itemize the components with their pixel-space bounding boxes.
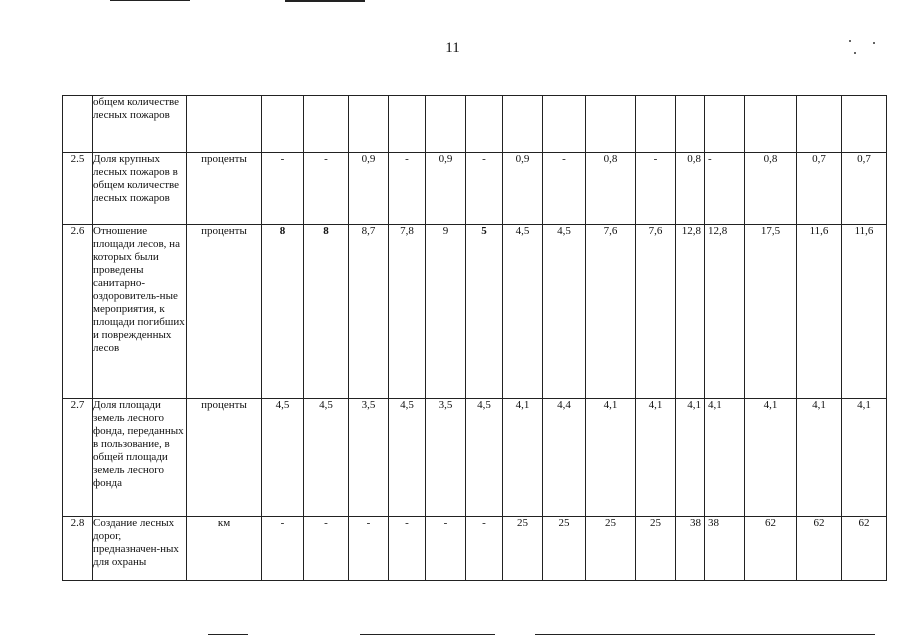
- value-cell: 4,5: [466, 399, 503, 517]
- value-cell: [745, 96, 797, 153]
- value-cell: -: [349, 517, 389, 581]
- value-cell: 12,8: [705, 225, 745, 399]
- value-cell: -: [426, 517, 466, 581]
- value-cell: [262, 96, 304, 153]
- unit-cell: проценты: [187, 399, 262, 517]
- scan-artifact-bottom-3: [535, 634, 875, 635]
- value-cell: -: [262, 153, 304, 225]
- table-row: [63, 517, 887, 581]
- indicators-table: [62, 95, 887, 581]
- value-cell: [466, 96, 503, 153]
- scan-artifact-bottom-1: [208, 634, 248, 635]
- value-cell: 25: [503, 517, 543, 581]
- value-cell: [797, 96, 842, 153]
- value-cell: 38: [705, 517, 745, 581]
- value-cell: [349, 96, 389, 153]
- unit-cell: км: [187, 517, 262, 581]
- value-cell: 7,6: [636, 225, 676, 399]
- value-cell: 17,5: [745, 225, 797, 399]
- value-cell: 4,1: [745, 399, 797, 517]
- value-cell: 4,1: [797, 399, 842, 517]
- value-cell: [586, 96, 636, 153]
- scan-artifact-bottom-2: [360, 634, 495, 635]
- row-number: [63, 96, 93, 153]
- value-cell: 4,5: [503, 225, 543, 399]
- value-cell: 7,6: [586, 225, 636, 399]
- indicator-name: общем количестве лесных пожаров: [93, 96, 187, 153]
- value-cell: 4,5: [543, 225, 586, 399]
- value-cell: -: [705, 153, 745, 225]
- value-cell: [543, 96, 586, 153]
- row-number: 2.8: [63, 517, 93, 581]
- indicator-name: Доля площади земель лесного фонда, переданных в пользование, в общей площади земель лесного фонда: [93, 399, 187, 517]
- value-cell: 38: [676, 517, 705, 581]
- row-number: 2.6: [63, 225, 93, 399]
- value-cell: 62: [842, 517, 887, 581]
- value-cell: [636, 96, 676, 153]
- value-cell: 4,1: [676, 399, 705, 517]
- value-cell: 62: [797, 517, 842, 581]
- value-cell: 4,1: [503, 399, 543, 517]
- value-cell: [304, 96, 349, 153]
- value-cell: [503, 96, 543, 153]
- value-cell: 4,5: [262, 399, 304, 517]
- table-row: [63, 225, 887, 399]
- value-cell: 4,4: [543, 399, 586, 517]
- value-cell: -: [262, 517, 304, 581]
- unit-cell: проценты: [187, 225, 262, 399]
- value-cell: -: [389, 153, 426, 225]
- value-cell: 0,8: [676, 153, 705, 225]
- value-cell: 4,5: [304, 399, 349, 517]
- value-cell: 4,5: [389, 399, 426, 517]
- value-cell: 62: [745, 517, 797, 581]
- value-cell: -: [466, 153, 503, 225]
- value-cell: 25: [543, 517, 586, 581]
- value-cell: -: [543, 153, 586, 225]
- value-cell: 25: [636, 517, 676, 581]
- value-cell: 8: [262, 225, 304, 399]
- indicator-name: Доля крупных лесных пожаров в общем количестве лесных пожаров: [93, 153, 187, 225]
- value-cell: 0,9: [349, 153, 389, 225]
- value-cell: [426, 96, 466, 153]
- value-cell: 8,7: [349, 225, 389, 399]
- value-cell: 11,6: [842, 225, 887, 399]
- value-cell: 0,9: [426, 153, 466, 225]
- value-cell: -: [636, 153, 676, 225]
- scan-artifact-top-2: [285, 0, 365, 2]
- value-cell: [676, 96, 705, 153]
- scan-artifact-top-1: [110, 0, 190, 1]
- page-number: 11: [445, 40, 460, 56]
- unit-cell: [187, 96, 262, 153]
- value-cell: -: [466, 517, 503, 581]
- value-cell: 7,8: [389, 225, 426, 399]
- indicator-name: Отношение площади лесов, на которых были проведены санитарно-оздоровитель-ные мероприятия, к площади погибших и поврежденных лесов: [93, 225, 187, 399]
- row-number: 2.5: [63, 153, 93, 225]
- row-number: 2.7: [63, 399, 93, 517]
- value-cell: 5: [466, 225, 503, 399]
- indicator-name: Создание лесных дорог, предназначен-ных для охраны: [93, 517, 187, 581]
- value-cell: 0,9: [503, 153, 543, 225]
- value-cell: -: [304, 153, 349, 225]
- value-cell: 4,1: [705, 399, 745, 517]
- value-cell: 3,5: [426, 399, 466, 517]
- value-cell: 0,7: [842, 153, 887, 225]
- value-cell: 4,1: [586, 399, 636, 517]
- value-cell: [705, 96, 745, 153]
- value-cell: [389, 96, 426, 153]
- value-cell: 12,8: [676, 225, 705, 399]
- value-cell: 4,1: [636, 399, 676, 517]
- value-cell: 0,8: [586, 153, 636, 225]
- unit-cell: проценты: [187, 153, 262, 225]
- value-cell: [842, 96, 887, 153]
- table-row: [63, 96, 887, 153]
- value-cell: 25: [586, 517, 636, 581]
- value-cell: 8: [304, 225, 349, 399]
- table-row: [63, 399, 887, 517]
- value-cell: 3,5: [349, 399, 389, 517]
- value-cell: -: [304, 517, 349, 581]
- value-cell: 0,7: [797, 153, 842, 225]
- value-cell: 9: [426, 225, 466, 399]
- value-cell: 11,6: [797, 225, 842, 399]
- table-row: [63, 153, 887, 225]
- value-cell: 4,1: [842, 399, 887, 517]
- value-cell: -: [389, 517, 426, 581]
- value-cell: 0,8: [745, 153, 797, 225]
